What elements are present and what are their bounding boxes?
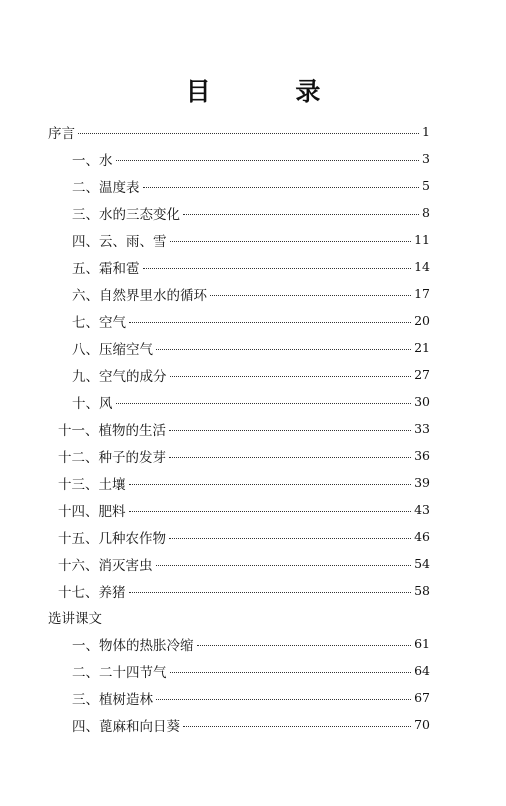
toc-entry-number: 十、 (72, 395, 99, 412)
toc-entry-chapter-3 (72, 199, 430, 226)
toc-entry-title: 几种农作物 (98, 530, 166, 547)
toc-entry-label (72, 257, 140, 277)
table-of-contents (0, 118, 506, 738)
toc-entry-label (72, 634, 194, 654)
toc-entry-chapter-12 (58, 442, 430, 469)
toc-entry-chapter-10 (72, 388, 430, 415)
toc-entry-title: 植物的生活 (98, 422, 166, 439)
dot-leader (143, 187, 420, 188)
toc-entry-title: 养猪 (98, 584, 126, 601)
chapter-list (0, 145, 506, 604)
toc-entry-title: 空气的成分 (99, 368, 167, 385)
toc-entry-label (72, 311, 126, 331)
toc-entry-title: 肥料 (98, 503, 126, 520)
toc-entry-title: 水 (99, 152, 113, 169)
toc-entry-label (72, 715, 180, 735)
toc-entry-number: 十二、 (58, 449, 99, 466)
dot-leader (129, 322, 411, 323)
dot-leader (183, 214, 419, 215)
toc-entry-title: 风 (99, 395, 113, 412)
toc-page-number: 27 (414, 367, 430, 382)
toc-entry-number: 九、 (72, 368, 99, 385)
toc-entry-title: 水的三态变化 (99, 206, 180, 223)
toc-entry-title: 二十四节气 (99, 664, 167, 681)
toc-entry-chapter-7 (72, 307, 430, 334)
dot-leader (156, 565, 412, 566)
toc-page-number: 30 (414, 394, 430, 409)
toc-entry-chapter-9 (72, 361, 430, 388)
toc-entry-label (58, 500, 126, 520)
toc-entry-number: 十三、 (58, 476, 99, 493)
toc-page-number: 39 (414, 475, 430, 490)
toc-entry-title: 蓖麻和向日葵 (99, 718, 180, 735)
toc-page-number: 36 (414, 448, 430, 463)
toc-entry-number: 七、 (72, 314, 99, 331)
dot-leader (170, 376, 412, 377)
toc-entry-title: 霜和雹 (99, 260, 140, 277)
toc-entry-appendix-1 (72, 630, 430, 657)
dot-leader (143, 268, 412, 269)
toc-entry-appendix-3 (72, 684, 430, 711)
toc-entry-number: 五、 (72, 260, 99, 277)
toc-entry-label (58, 419, 166, 439)
toc-entry-label (72, 203, 180, 223)
dot-leader (210, 295, 411, 296)
toc-page-number: 11 (414, 232, 430, 247)
toc-entry-chapter-15 (58, 523, 430, 550)
toc-entry-title: 种子的发芽 (98, 449, 166, 466)
toc-entry-label (72, 392, 113, 412)
appendix-list (0, 630, 506, 738)
toc-entry-chapter-13 (58, 469, 430, 496)
toc-entry-number: 八、 (72, 341, 99, 358)
toc-entry-appendix-2 (72, 657, 430, 684)
toc-entry-title: 压缩空气 (99, 341, 153, 358)
dot-leader (170, 241, 412, 242)
toc-entry-title: 云、雨、雪 (99, 233, 167, 250)
toc-entry-label (72, 149, 113, 169)
dot-leader (129, 511, 412, 512)
toc-entry-label (58, 554, 153, 574)
toc-entry-title: 物体的热胀冷缩 (99, 637, 194, 654)
toc-page-number: 3 (422, 151, 430, 166)
toc-entry-label (58, 581, 126, 601)
toc-page-number: 5 (422, 178, 430, 193)
toc-entry-title: 自然界里水的循环 (99, 287, 207, 304)
section-heading-selected-lessons (48, 604, 430, 630)
toc-entry-preface (48, 118, 430, 145)
toc-entry-number: 十六、 (58, 557, 99, 574)
toc-page-number: 14 (414, 259, 430, 274)
toc-entry-chapter-17 (58, 577, 430, 604)
dot-leader (116, 403, 412, 404)
toc-page-number: 58 (414, 583, 430, 598)
toc-page-number: 64 (414, 663, 430, 678)
toc-entry-number: 二、 (72, 179, 99, 196)
toc-entry-number: 一、 (72, 637, 99, 654)
toc-page-number: 67 (414, 690, 430, 705)
toc-entry-chapter-1 (72, 145, 430, 172)
toc-entry-label (72, 365, 167, 385)
toc-page-number: 21 (414, 340, 430, 355)
toc-entry-label: 序言 (48, 125, 75, 142)
toc-page-number: 43 (414, 502, 430, 517)
dot-leader (129, 592, 412, 593)
toc-entry-number: 四、 (72, 718, 99, 735)
dot-leader (169, 538, 411, 539)
toc-page-number: 20 (414, 313, 430, 328)
dot-leader (170, 672, 412, 673)
toc-entry-chapter-14 (58, 496, 430, 523)
toc-entry-number: 一、 (72, 152, 99, 169)
toc-page-number: 54 (414, 556, 430, 571)
toc-page-number: 33 (414, 421, 430, 436)
toc-entry-number: 十一、 (58, 422, 99, 439)
toc-entry-chapter-16 (58, 550, 430, 577)
toc-entry-chapter-5 (72, 253, 430, 280)
toc-page-number: 8 (422, 205, 430, 220)
toc-entry-label (72, 284, 207, 304)
toc-entry-title: 温度表 (99, 179, 140, 196)
toc-entry-chapter-4 (72, 226, 430, 253)
toc-entry-appendix-4 (72, 711, 430, 738)
dot-leader (197, 645, 412, 646)
toc-entry-chapter-6 (72, 280, 430, 307)
toc-entry-number: 十四、 (58, 503, 99, 520)
toc-entry-number: 十五、 (58, 530, 99, 547)
dot-leader (156, 699, 411, 700)
section-heading-label: 选讲课文 (48, 611, 102, 627)
toc-entry-title: 植树造林 (99, 691, 153, 708)
toc-page-number: 46 (414, 529, 430, 544)
toc-entry-number: 三、 (72, 206, 99, 223)
dot-leader (183, 726, 411, 727)
dot-leader (156, 349, 411, 350)
dot-leader (116, 160, 420, 161)
toc-entry-label (72, 338, 153, 358)
toc-entry-number: 十七、 (58, 584, 99, 601)
dot-leader (78, 133, 419, 134)
toc-entry-label (72, 230, 167, 250)
toc-entry-number: 二、 (72, 664, 99, 681)
toc-entry-chapter-2 (72, 172, 430, 199)
toc-entry-label (58, 446, 166, 466)
toc-entry-title: 空气 (99, 314, 126, 331)
toc-entry-chapter-11 (58, 415, 430, 442)
dot-leader (129, 484, 412, 485)
toc-page-number: 61 (414, 636, 430, 651)
toc-entry-number: 四、 (72, 233, 99, 250)
toc-entry-label (72, 688, 153, 708)
toc-entry-title: 消灭害虫 (98, 557, 153, 574)
toc-entry-label (72, 661, 167, 681)
toc-entry-number: 三、 (72, 691, 99, 708)
toc-entry-title: 土壤 (98, 476, 126, 493)
toc-page-number: 1 (422, 124, 430, 139)
dot-leader (169, 457, 411, 458)
dot-leader (169, 430, 411, 431)
toc-entry-label (58, 473, 126, 493)
toc-entry-number: 六、 (72, 287, 99, 304)
toc-entry-label (72, 176, 140, 196)
toc-page-number: 17 (414, 286, 430, 301)
toc-page-number: 70 (414, 717, 430, 732)
page-title: 目 录 (185, 77, 359, 106)
toc-entry-chapter-8 (72, 334, 430, 361)
toc-entry-label (58, 527, 166, 547)
